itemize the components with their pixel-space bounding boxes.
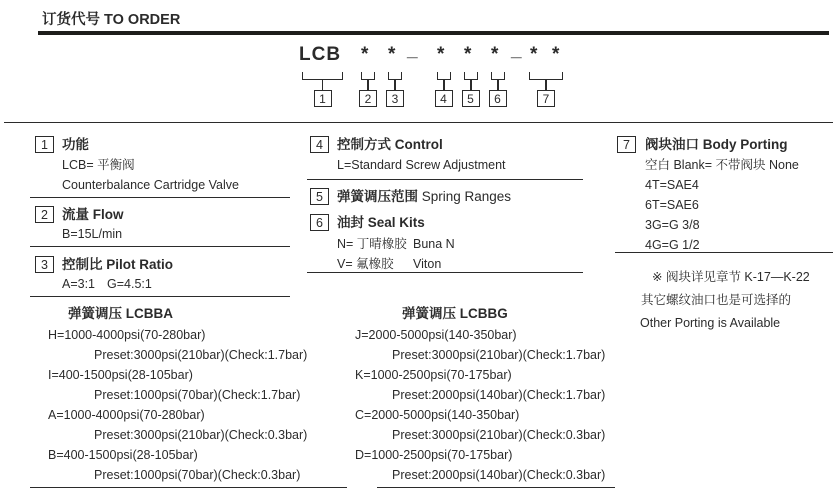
divider — [30, 487, 347, 488]
item-7-line: 3G=G 3/8 — [645, 218, 700, 232]
code-box-6: 6 — [489, 90, 507, 107]
porting-note-line: ※ 阀块详见章节 K-17—K-22 — [652, 270, 810, 284]
code-box-1: 1 — [314, 90, 332, 107]
code-prefix: LCB — [299, 44, 342, 65]
code-segment: _ — [407, 40, 419, 61]
item-7-line: 4G=G 1/2 — [645, 238, 700, 252]
code-segment: _ — [511, 40, 523, 61]
item-6-seal-code: N= 丁晴橡胶 — [337, 237, 407, 251]
divider — [30, 296, 290, 297]
spring-range: K=1000-2500psi(70-175bar) — [355, 368, 512, 382]
item-4-numbox: 4 — [310, 136, 329, 153]
item-2-title: 流量 Flow — [62, 207, 124, 222]
item-3-ratio-a: A=3:1 — [62, 277, 96, 291]
item-7-numbox: 7 — [617, 136, 636, 153]
item-6-seal-name: Buna N — [413, 237, 455, 251]
item-4-line: L=Standard Screw Adjustment — [337, 158, 506, 172]
item-1-line: LCB= 平衡阀 — [62, 158, 135, 172]
divider — [377, 487, 615, 488]
code-box-4: 4 — [435, 90, 453, 107]
spring-range: H=1000-4000psi(70-280bar) — [48, 328, 206, 342]
stem — [367, 79, 368, 90]
item-4-title: 控制方式 Control — [337, 137, 443, 152]
code-segment: * — [437, 44, 446, 65]
divider — [307, 272, 583, 273]
item-1-numbox: 1 — [35, 136, 54, 153]
item-6-title: 油封 Seal Kits — [337, 215, 425, 230]
spring-lcbba-title: 弹簧调压 LCBBA — [68, 306, 173, 321]
stem — [394, 79, 395, 90]
stem — [545, 79, 546, 90]
code-box-5: 5 — [462, 90, 480, 107]
item-6-seal-code: V= 氟橡胶 — [337, 257, 394, 271]
item-6-numbox: 6 — [310, 214, 329, 231]
item-3-ratio-g: G=4.5:1 — [107, 277, 152, 291]
divider — [307, 179, 583, 180]
item-5-title-zh: 弹簧调压范围 — [337, 189, 418, 204]
spring-range: A=1000-4000psi(70-280bar) — [48, 408, 205, 422]
divider — [30, 197, 290, 198]
code-segment: * — [530, 44, 539, 65]
code-segment: * — [361, 44, 370, 65]
section-rule — [4, 122, 833, 123]
code-segment: * — [491, 44, 500, 65]
spring-range: D=1000-2500psi(70-175bar) — [355, 448, 513, 462]
spring-preset: Preset:3000psi(210bar)(Check:0.3bar) — [392, 428, 606, 442]
spring-preset: Preset:3000psi(210bar)(Check:0.3bar) — [94, 428, 308, 442]
item-5-title — [337, 189, 511, 204]
spring-preset: Preset:2000psi(140bar)(Check:1.7bar) — [392, 388, 606, 402]
spring-preset: Preset:3000psi(210bar)(Check:1.7bar) — [392, 348, 606, 362]
spring-preset: Preset:1000psi(70bar)(Check:0.3bar) — [94, 468, 301, 482]
spring-range: B=400-1500psi(28-105bar) — [48, 448, 198, 462]
spring-preset: Preset:1000psi(70bar)(Check:1.7bar) — [94, 388, 301, 402]
porting-note-line: Other Porting is Available — [640, 316, 781, 330]
code-box-2: 2 — [359, 90, 377, 107]
item-2-numbox: 2 — [35, 206, 54, 223]
item-3-numbox: 3 — [35, 256, 54, 273]
code-segment: * — [388, 44, 397, 65]
page-title: 订货代号 TO ORDER — [42, 12, 181, 28]
title-rule — [38, 31, 829, 35]
item-3-title: 控制比 Pilot Ratio — [62, 257, 173, 272]
spring-range: I=400-1500psi(28-105bar) — [48, 368, 193, 382]
stem — [443, 79, 444, 90]
item-5-numbox: 5 — [310, 188, 329, 205]
spring-range: J=2000-5000psi(140-350bar) — [355, 328, 517, 342]
stem — [497, 79, 498, 90]
code-segment: * — [552, 44, 561, 65]
spring-preset: Preset:2000psi(140bar)(Check:0.3bar) — [392, 468, 606, 482]
item-7-line: 4T=SAE4 — [645, 178, 699, 192]
stem — [470, 79, 471, 90]
item-7-title: 阀块油口 Body Porting — [645, 137, 788, 152]
code-box-7: 7 — [537, 90, 555, 107]
stem — [322, 79, 323, 90]
item-1-line: Counterbalance Cartridge Valve — [62, 178, 239, 192]
spring-preset: Preset:3000psi(210bar)(Check:1.7bar) — [94, 348, 308, 362]
spring-range: C=2000-5000psi(140-350bar) — [355, 408, 520, 422]
item-7-line: 6T=SAE6 — [645, 198, 699, 212]
spring-lcbbg-title: 弹簧调压 LCBBG — [402, 306, 508, 321]
code-segment: * — [464, 44, 473, 65]
item-6-seal-name: Viton — [413, 257, 442, 271]
porting-note-line: 其它螺纹油口也是可选择的 — [641, 293, 792, 307]
divider — [615, 252, 833, 253]
divider — [30, 246, 290, 247]
item-1-title: 功能 — [62, 137, 89, 152]
code-box-3: 3 — [386, 90, 404, 107]
item-5-title-en: Spring Ranges — [418, 189, 512, 204]
item-2-line: B=15L/min — [62, 227, 123, 241]
item-7-line: 空白 Blank= 不带阀块 None — [645, 158, 799, 172]
